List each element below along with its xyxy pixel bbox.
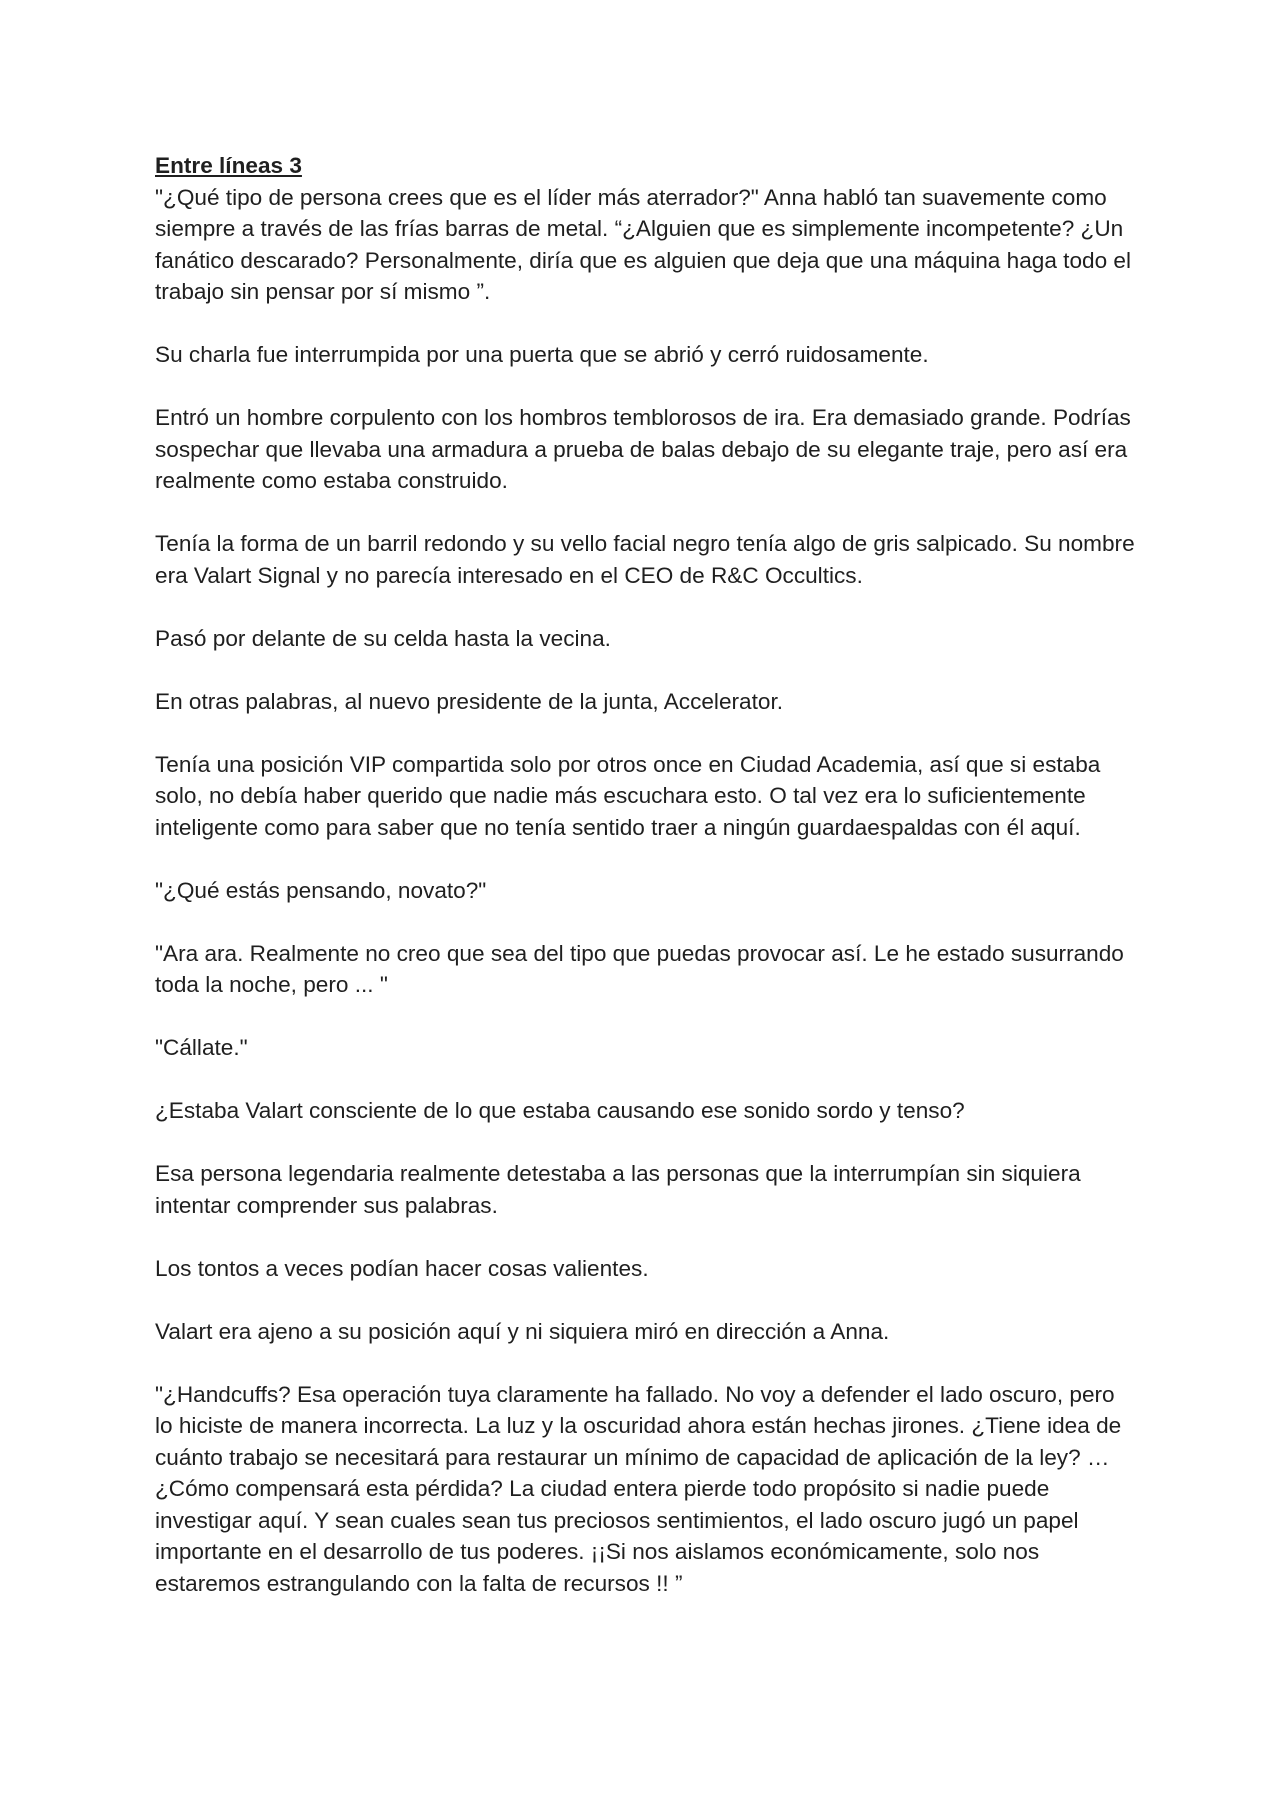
paragraph: "Ara ara. Realmente no creo que sea del tipo que puedas provocar así. Le he estado susurrando toda la noche, pero ... " — [155, 940, 1124, 997]
paragraph: Entró un hombre corpulento con los hombros temblorosos de ira. Era demasiado grande. Podrías sospechar que llevaba una armadura a prueba de balas debajo de su elegante traje, pero así era realmente como estaba construido. — [155, 405, 1131, 493]
paragraph: Tenía una posición VIP compartida solo por otros once en Ciudad Academia, así que si estaba solo, no debía haber querido que nadie más escuchara esto. O tal vez era lo suficientemente inteligente como para saber que no tenía sentido traer a ningún guardaespaldas con él aquí. — [155, 751, 1101, 840]
paragraph: "¿Qué tipo de persona crees que es el líder más aterrador?" Anna habló tan suavemente como siempre a través de las frías barras de metal. “¿Alguien que es simplemente incompetente? ¿Un fanático descarado? Personalmente, diría que es alguien que deja que una máquina haga todo el trabajo sin pensar por sí mismo ”. — [155, 184, 1132, 304]
paragraph: Los tontos a veces podían hacer cosas valientes. — [155, 1255, 649, 1281]
paragraph: "¿Handcuffs? Esa operación tuya claramente ha fallado. No voy a defender el lado oscuro, pero lo hiciste de manera incorrecta. La luz y la oscuridad ahora están hechas jirones. ¿Tiene idea de cuánto trabajo se necesitará para restaurar un mínimo de capacidad de aplicación de la ley? … ¿Cómo compensará esta pérdida? La ciudad entera pierde todo propósito si nadie puede investigar aquí. Y sean cuales sean tus preciosos sentimientos, el lado oscuro jugó un papel importante en el desarrollo de tus poderes. ¡¡Si nos aislamos económicamente, solo nos estaremos estrangulando con la falta de recursos !! ” — [155, 1381, 1122, 1596]
paragraph: Tenía la forma de un barril redondo y su vello facial negro tenía algo de gris salpicado. Su nombre era Valart Signal y no parecía interesado en el CEO de R&C Occultics. — [155, 531, 1135, 588]
document-title: Entre líneas 3 — [155, 153, 302, 178]
paragraph: ¿Estaba Valart consciente de lo que estaba causando ese sonido sordo y tenso? — [155, 1098, 965, 1123]
paragraph: Pasó por delante de su celda hasta la vecina. — [155, 625, 611, 651]
paragraph: Valart era ajeno a su posición aquí y ni siquiera miró en dirección a Anna. — [155, 1318, 890, 1344]
paragraph: Esa persona legendaria realmente detestaba a las personas que la interrumpían sin siquiera intentar comprender sus palabras. — [155, 1161, 1081, 1218]
paragraph: "¿Qué estás pensando, novato?" — [155, 877, 487, 903]
paragraph: Su charla fue interrumpida por una puerta que se abrió y cerró ruidosamente. — [155, 342, 929, 367]
paragraph: "Cállate." — [155, 1035, 248, 1060]
paragraph: En otras palabras, al nuevo presidente de la junta, Accelerator. — [155, 688, 784, 714]
document-body — [155, 150, 1135, 1631]
